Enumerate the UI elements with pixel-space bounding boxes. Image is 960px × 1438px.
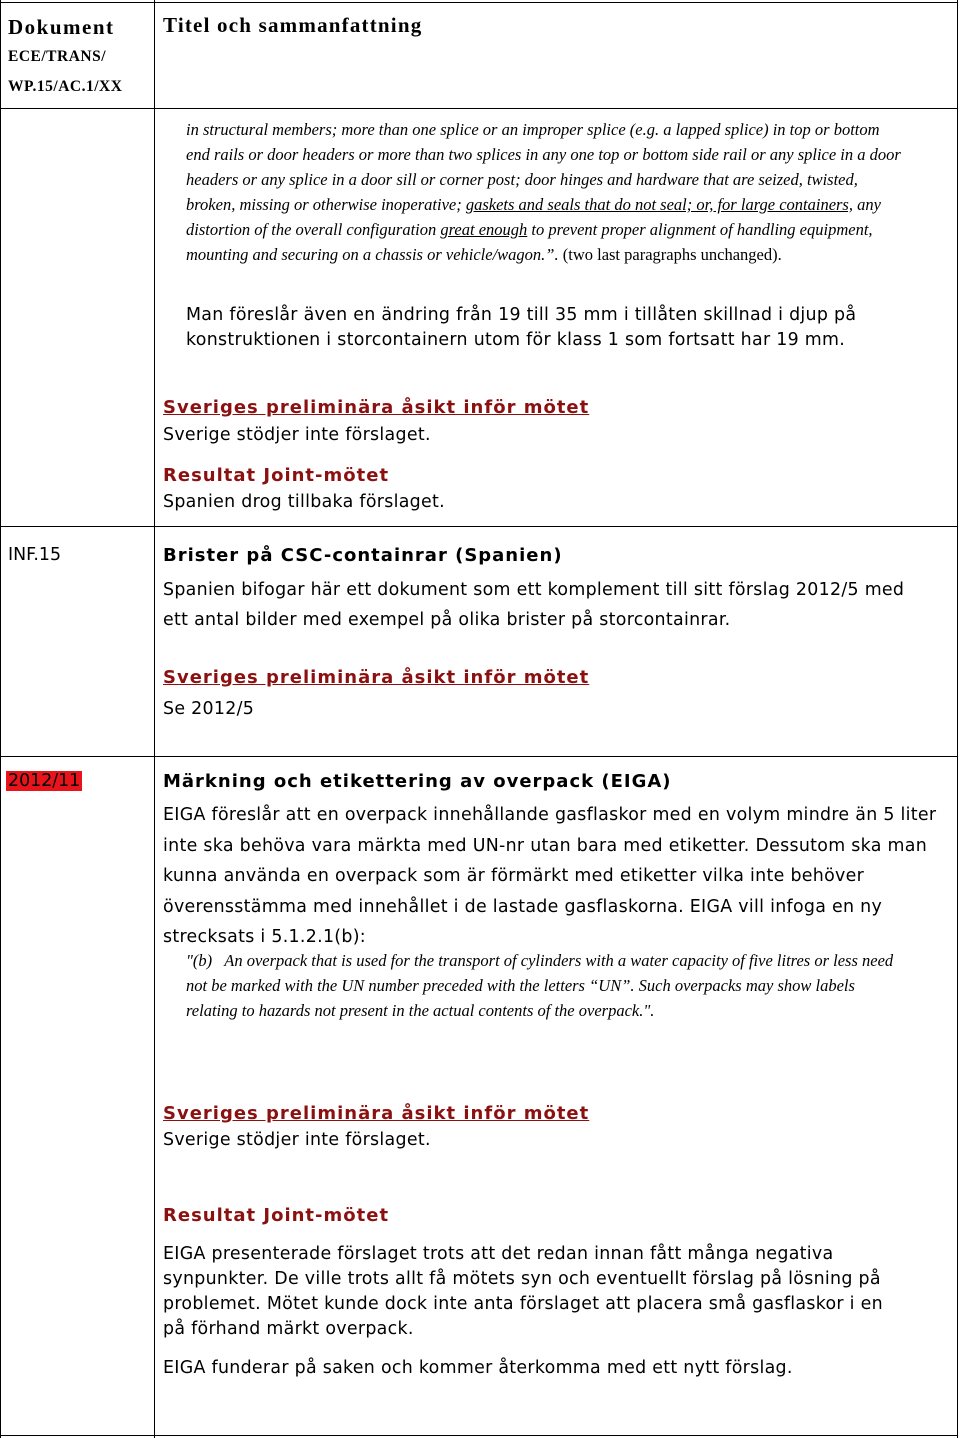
quote-underlined-2: great enough (440, 220, 528, 239)
item-title-inf15: Brister på CSC-containrar (Spanien) (163, 545, 563, 566)
item-summary-2012-11: EIGA föreslår att en overpack innehållande gasflaskor med en volym mindre än 5 liter inte ska behöva vara märkta med UN-nr utan bara med etiketter. Dessutom ska man kunna använda en overpack som är förmärkt med etiketter vilka inte behöver överensstämma med innehållet i de lastade gasflaskorna. EIGA vill infoga en ny strecksats i 5.1.2.1(b): (163, 805, 937, 947)
result-text-3a: EIGA presenterade förslaget trots att det redan innan fått många negativa synpunkter. De ville trots allt få mötets syn och eventuellt förslag på lösning på problemet. Mötet kunde dock inte anta förslaget att placera små gasflaskor i en på förhand märkt overpack. (163, 1244, 883, 1339)
proposal-paragraph: Man föreslår även en ändring från 19 till 35 mm i tillåten skillnad i djup på konstruktionen i storcontainern utom för klass 1 som fortsatt har 19 mm. (186, 305, 857, 350)
table-border-top (0, 2, 958, 3)
result-text-3b: EIGA funderar på saken och kommer återkomma med ett nytt förslag. (163, 1358, 793, 1378)
sweden-view-text-1: Sverige stödjer inte förslaget. (163, 425, 431, 445)
quote-tail: (two last paragraphs unchanged). (558, 245, 782, 264)
header-document-column (8, 12, 150, 102)
doc-ref-inf15: INF.15 (8, 545, 62, 565)
quote-part-3: to prevent proper alignment of handling equipment, mounting and securing on a chassis or vehicle/wagon.”. (186, 220, 873, 264)
quote-underlined-1: gaskets and seals that do not seal; or, for large containers, (465, 195, 853, 214)
sweden-view-text-2: Se 2012/5 (163, 699, 255, 719)
quoted-amendment-text (186, 117, 902, 267)
doc-ref-2012-11 (6, 771, 82, 791)
doc-label: Dokument (8, 15, 115, 39)
result-heading-1: Resultat Joint-mötet (163, 465, 390, 486)
header-title: Titel och sammanfattning (163, 13, 423, 37)
quote-part-1: in structural members; more than one splice or an improper splice (e.g. a lapped splice) in top or bottom end rails or door headers or more than two splices in any one top or bottom side rail or any splice in a door headers or any splice in a door sill or corner post; door hinges and hardware that are seized, twisted, broken, missing or otherwise inoperative; (186, 120, 901, 214)
sweden-view-heading-2: Sveriges preliminära åsikt inför mötet (163, 667, 590, 688)
row-divider-1 (0, 526, 958, 527)
header-divider (0, 108, 958, 109)
quote-part-2: any distortion of the overall configuration (186, 195, 881, 239)
result-heading-3: Resultat Joint-mötet (163, 1205, 390, 1226)
doc-code-line1: ECE/TRANS/ (8, 48, 107, 65)
sweden-view-heading-3: Sveriges preliminära åsikt inför mötet (163, 1103, 590, 1124)
doc-code-line2: WP.15/AC.1/XX (8, 78, 123, 95)
sweden-view-heading-1: Sveriges preliminära åsikt inför mötet (163, 397, 590, 418)
proposed-text-quote: "(b) An overpack that is used for the transport of cylinders with a water capacity of five litres or less need not be marked with the UN number preceded with the letters “UN”. Such overpacks may show labels relating to hazards not present in the actual contents of the overpack.". (186, 951, 898, 1020)
table-border-bottom (0, 1435, 958, 1436)
item-title-2012-11: Märkning och etikettering av overpack (EIGA) (163, 771, 672, 792)
result-text-1: Spanien drog tillbaka förslaget. (163, 492, 445, 512)
column-divider (154, 0, 155, 1438)
item-summary-inf15: Spanien bifogar här ett dokument som ett komplement till sitt förslag 2012/5 med ett antal bilder med exempel på olika brister på storcontainrar. (163, 580, 905, 630)
table-border-right (957, 0, 958, 1438)
row-divider-2 (0, 756, 958, 757)
table-border-left (0, 0, 1, 1438)
sweden-view-text-3: Sverige stödjer inte förslaget. (163, 1130, 431, 1150)
doc-ref-highlight: 2012/11 (8, 771, 81, 791)
